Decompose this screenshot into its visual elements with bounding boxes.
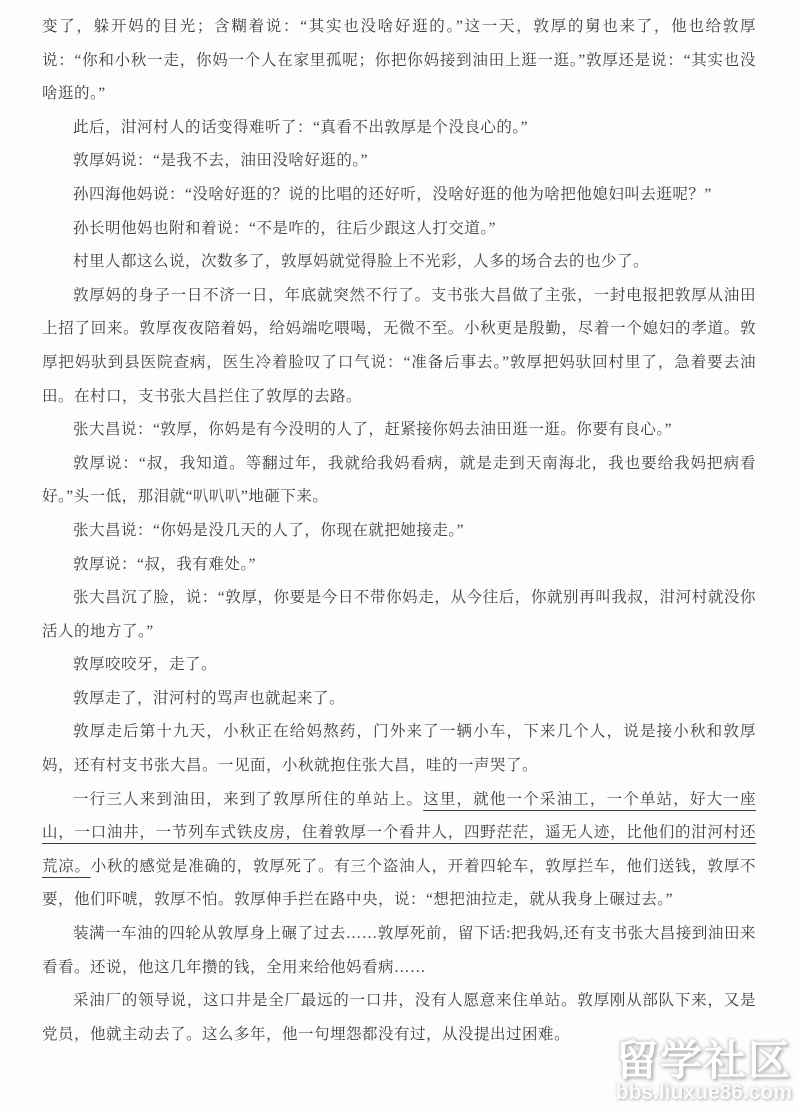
underlined-passage: 这里，就他一个采油工，一个单站，好大一座山，一口油井，一节列车式铁皮房，住着敦厚一个看井人，四野茫茫，遥无人迹，比他们的泔河村还荒凉。 [42, 790, 756, 875]
paragraph [42, 178, 756, 212]
text-segment: 张大昌沉了脸，说：“敦厚，你要是今日不带你妈走，从今往后，你就别再叫我叔，泔河村就没你活人的地方了。” [42, 589, 756, 640]
text-segment: 孙长明他妈也附和着说：“不是咋的，往后少跟这人打交道。” [73, 219, 497, 237]
paragraph [42, 682, 756, 716]
watermark-logo-text: 留学社区 [615, 1036, 792, 1084]
text-segment: 张大昌说：“敦厚，你妈是有今没明的人了，赶紧接你妈去油田逛一逛。你要有良心。” [73, 421, 673, 439]
paragraph [42, 715, 756, 782]
text-segment: 孙四海他妈说：“没啥好逛的？说的比唱的还好听，没啥好逛的他为啥把他媳妇叫去逛呢？” [73, 185, 712, 203]
watermark [615, 1036, 792, 1104]
paragraph [42, 245, 756, 279]
paragraph [42, 548, 756, 582]
text-segment: 敦厚妈的身子一日不济一日，年底就突然不行了。支书张大昌做了主张，一封电报把敦厚从油田上招了回来。敦厚夜夜陪着妈，给妈端吃喂喝，无微不至。小秋更是殷勤，尽着一个媳妇的孝道。敦厚把妈驮到县医院查病，医生冷着脸叹了口气说：“准备后事去。”敦厚把妈驮回村里了，急着要去油田。在村口，支书张大昌拦住了敦厚的去路。 [42, 286, 756, 405]
text-segment: 敦厚说：“叔，我知道。等翻过年，我就给我妈看病，就是走到天南海北，我也要给我妈把病看好。”头一低，那泪就“叭叭叭”地砸下来。 [42, 454, 756, 506]
text-segment: 装满一车油的四轮从敦厚身上碾了过去……敦厚死前，留下话:把我妈,还有支书张大昌接到油田来看看。还说，他这几年攒的钱，全用来给他妈看病…… [42, 925, 756, 976]
text-segment: 张大昌说：“你妈是没几天的人了，你现在就把她接走。” [73, 521, 465, 539]
text-segment: 变了，躲开妈的目光；含糊着说：“其实也没啥好逛的。”这一天，敦厚的舅也来了，他也给敦厚说：“你和小秋一走，你妈一个人在家里孤呢；你把你妈接到油田上逛一逛。”敦厚还是说：“其实也没啥逛的。” [42, 18, 756, 103]
text-segment: 敦厚走后第十九天，小秋正在给妈熬药，门外来了一辆小车，下来几个人，说是接小秋和敦厚妈，还有村支书张大昌。一见面，小秋就抱住张大昌，哇的一声哭了。 [42, 723, 756, 775]
paragraph [42, 144, 756, 178]
paragraph [42, 111, 756, 145]
text-segment: 此后，泔河村人的话变得难听了：“真看不出敦厚是个没良心的。” [73, 118, 529, 136]
paragraph [42, 648, 756, 682]
paragraph [42, 279, 756, 413]
text-segment: 敦厚妈说：“是我不去，油田没啥好逛的。” [73, 152, 369, 170]
document-body [42, 10, 756, 1051]
text-segment: 敦厚咬咬牙，走了。 [73, 656, 218, 674]
text-segment: 敦厚说：“叔，我有难处。” [73, 555, 257, 573]
paragraph [42, 413, 756, 447]
paragraph [42, 10, 756, 111]
paragraph [42, 783, 756, 917]
paragraph [42, 447, 756, 514]
paragraph [42, 581, 756, 648]
watermark-url: bbs.liuxue86.com [615, 1080, 792, 1104]
text-segment: 敦厚走了，泔河村的骂声也就起来了。 [73, 689, 346, 707]
text-segment: 小秋的感觉是准确的，敦厚死了。有三个盗油人，开着四轮车，敦厚拦车，他们送钱，敦厚不要，他们吓唬，敦厚不怕。敦厚伸手拦在路中央，说：“想把油拉走，就从我身上碾过去。” [42, 857, 756, 909]
text-segment: 一行三人来到油田，来到了敦厚所住的单站上。 [73, 790, 424, 808]
paragraph [42, 212, 756, 246]
paragraph [42, 917, 756, 984]
text-segment: 采油厂的领导说，这口井是全厂最远的一口井，没有人愿意来住单站。敦厚刚从部队下来，又是党员，他就主动去了。这么多年，他一句埋怨都没有过，从没提出过困难。 [42, 992, 756, 1043]
text-segment: 村里人都这么说，次数多了，敦厚妈就觉得脸上不光彩，人多的场合去的也少了。 [73, 253, 650, 271]
paragraph [42, 514, 756, 548]
